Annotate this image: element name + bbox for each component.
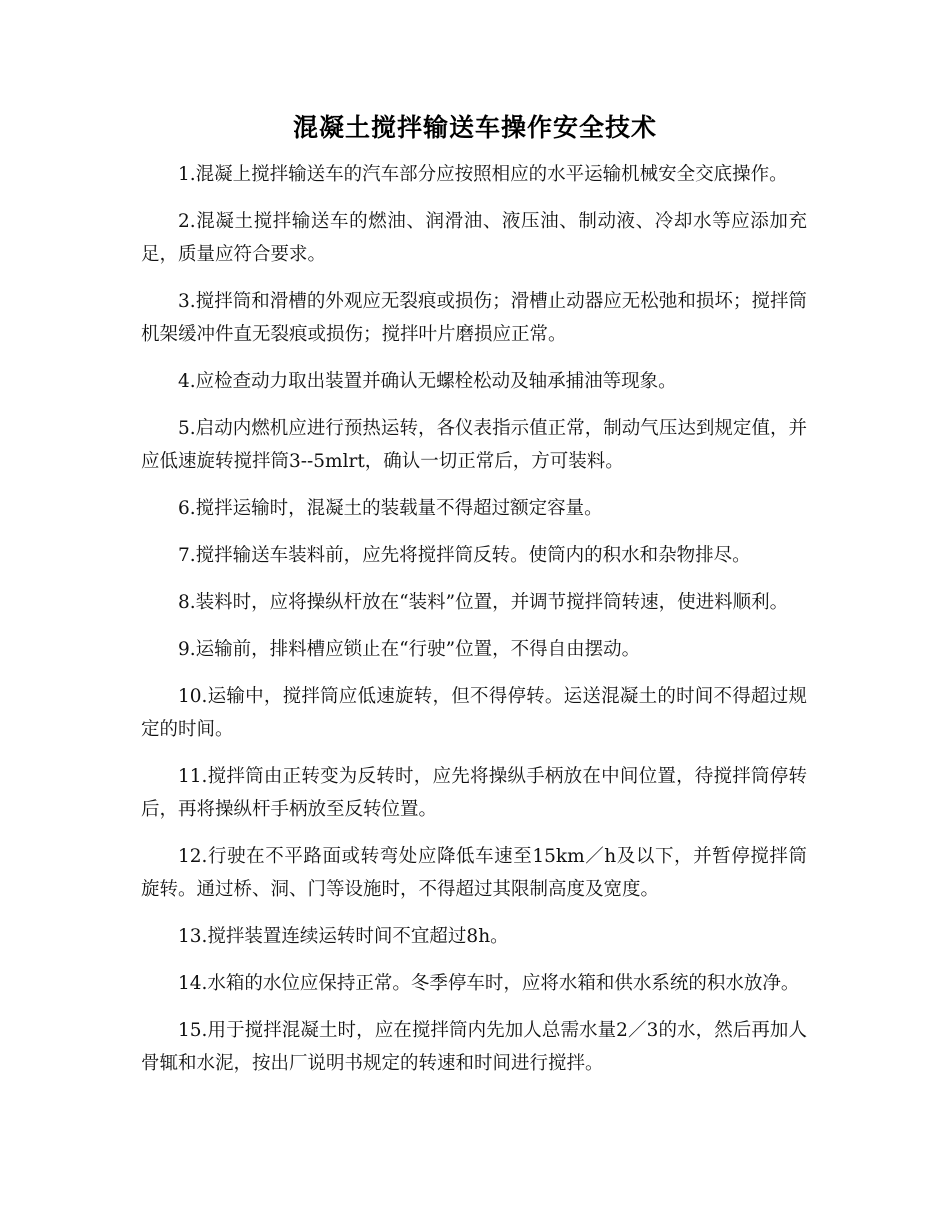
paragraph-2: 2.混凝土搅拌输送车的燃油、润滑油、液压油、制动液、冷却水等应添加充足，质量应符合要求。 — [141, 211, 807, 265]
paragraph-14: 14.水箱的水位应保持正常。冬季停车时，应将水箱和供水系统的积水放净。 — [178, 973, 800, 994]
paragraph-15: 15.用于搅拌混凝土时，应在搅拌筒内先加人总需水量2／3的水，然后再加人骨辄和水泥，按出厂说明书规定的转速和时间进行搅拌。 — [141, 1020, 807, 1074]
paragraph-8: 8.装料时，应将操纵杆放在“装料”位置，并调节搅拌筒转速，使进料顺利。 — [178, 592, 789, 613]
paragraph-13: 13.搅拌装置连续运转时间不宜超过8h。 — [178, 926, 509, 947]
document-body — [141, 158, 807, 1094]
paragraph-5: 5.启动内燃机应进行预热运转，各仪表指示值正常，制动气压达到规定值，并应低速旋转搅拌筒3--5mlrt，确认一切正常后，方可装料。 — [141, 418, 807, 472]
paragraph-10: 10.运输中，搅拌筒应低速旋转，但不得停转。运送混凝土的时间不得超过规定的时间。 — [141, 686, 807, 740]
document-title: 混凝土搅拌输送车操作安全技术 — [292, 113, 657, 142]
paragraph-9: 9.运输前，排料槽应锁止在“行驶”位置，不得自由摆动。 — [178, 639, 641, 660]
paragraph-4: 4.应检查动力取出装置并确认无螺栓松动及轴承捕油等现象。 — [178, 371, 677, 392]
paragraph-7: 7.搅拌输送车装料前，应先将搅拌筒反转。使筒内的积水和杂物排尽。 — [178, 545, 751, 566]
paragraph-11: 11.搅拌筒由正转变为反转时，应先将操纵手柄放在中间位置，待搅拌筒停转后，再将操纵杆手柄放至反转位置。 — [141, 766, 807, 820]
paragraph-12: 12.行驶在不平路面或转弯处应降低车速至15km／h及以下，并暂停搅拌筒旋转。通过桥、洞、门等设施时，不得超过其限制高度及宽度。 — [141, 846, 807, 900]
paragraph-1: 1.混凝上搅拌输送车的汽车部分应按照相应的水平运输机械安全交底操作。 — [178, 164, 788, 185]
paragraph-6: 6.搅拌运输时，混凝土的装载量不得超过额定容量。 — [178, 498, 603, 519]
paragraph-3: 3.搅拌筒和滑槽的外观应无裂痕或损伤；滑槽止动器应无松弛和损坏；搅拌筒机架缓冲件直无裂痕或损伤；搅拌叶片磨损应正常。 — [141, 291, 807, 345]
